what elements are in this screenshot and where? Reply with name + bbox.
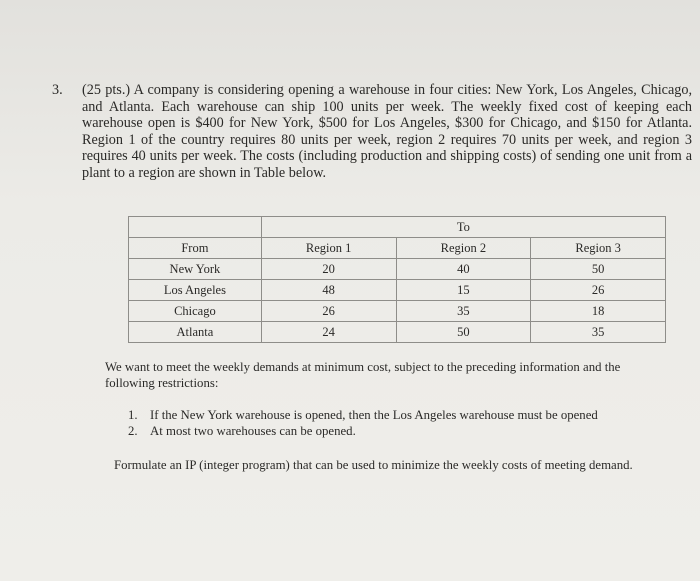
restrictions-list: [128, 408, 668, 439]
list-item: [128, 408, 668, 424]
table-cell: 40: [396, 259, 531, 280]
column-header-region-2: Region 2: [396, 238, 531, 259]
table-cell: 15: [396, 280, 531, 301]
table-corner-cell: [129, 217, 262, 238]
column-header-region-3: Region 3: [531, 238, 666, 259]
instruction-text: Formulate an IP (integer program) that can be used to minimize the weekly costs of meeting demand.: [114, 458, 633, 472]
problem-text: (25 pts.) A company is considering opening a warehouse in four cities: New York, Los Angeles, Chicago, and Atlanta. Each warehouse can ship 100 units per week. The weekly fixed cost of keeping each warehouse open is $400 for New York, $500 for Los Angeles, $300 for Chicago, and $150 for Atlanta. Region 1 of the country requires 80 units per week, region 2 requires 70 units per week, and region 3 requires 40 units per week. The costs (including production and shipping costs) of sending one unit from a plant to a region are shown in Table below.: [82, 82, 692, 181]
table-header-row: [129, 238, 666, 259]
to-label: To: [261, 217, 665, 238]
row-label: Los Angeles: [129, 280, 262, 301]
list-item: [128, 424, 668, 440]
table-cell: 26: [261, 301, 396, 322]
table-row: [129, 301, 666, 322]
table-cell: 50: [396, 322, 531, 343]
list-item-index: 2.: [128, 423, 138, 438]
table-cell: 35: [396, 301, 531, 322]
list-item-index: 1.: [128, 408, 138, 422]
row-label: New York: [129, 259, 262, 280]
cost-table: [128, 216, 666, 343]
table-cell: 26: [531, 280, 666, 301]
column-header-from: From: [129, 238, 262, 259]
table-cell: 18: [531, 301, 666, 322]
intro-paragraph: We want to meet the weekly demands at minimum cost, subject to the preceding information and the following restrictions:: [105, 360, 621, 390]
table-row: [129, 280, 666, 301]
column-header-region-1: Region 1: [261, 238, 396, 259]
table-row: [129, 259, 666, 280]
table-cell: 50: [531, 259, 666, 280]
table-cell: 48: [261, 280, 396, 301]
table-cell: 20: [261, 259, 396, 280]
table-row: [129, 322, 666, 343]
problem-number: 3.: [52, 82, 63, 98]
row-label: Atlanta: [129, 322, 262, 343]
table-header-to-row: [129, 217, 666, 238]
table-cell: 24: [261, 322, 396, 343]
row-label: Chicago: [129, 301, 262, 322]
list-item-text: At most two warehouses can be opened.: [150, 423, 356, 438]
list-item-text: If the New York warehouse is opened, then the Los Angeles warehouse must be opened: [150, 408, 598, 422]
problem-statement: [52, 82, 692, 182]
table-cell: 35: [531, 322, 666, 343]
